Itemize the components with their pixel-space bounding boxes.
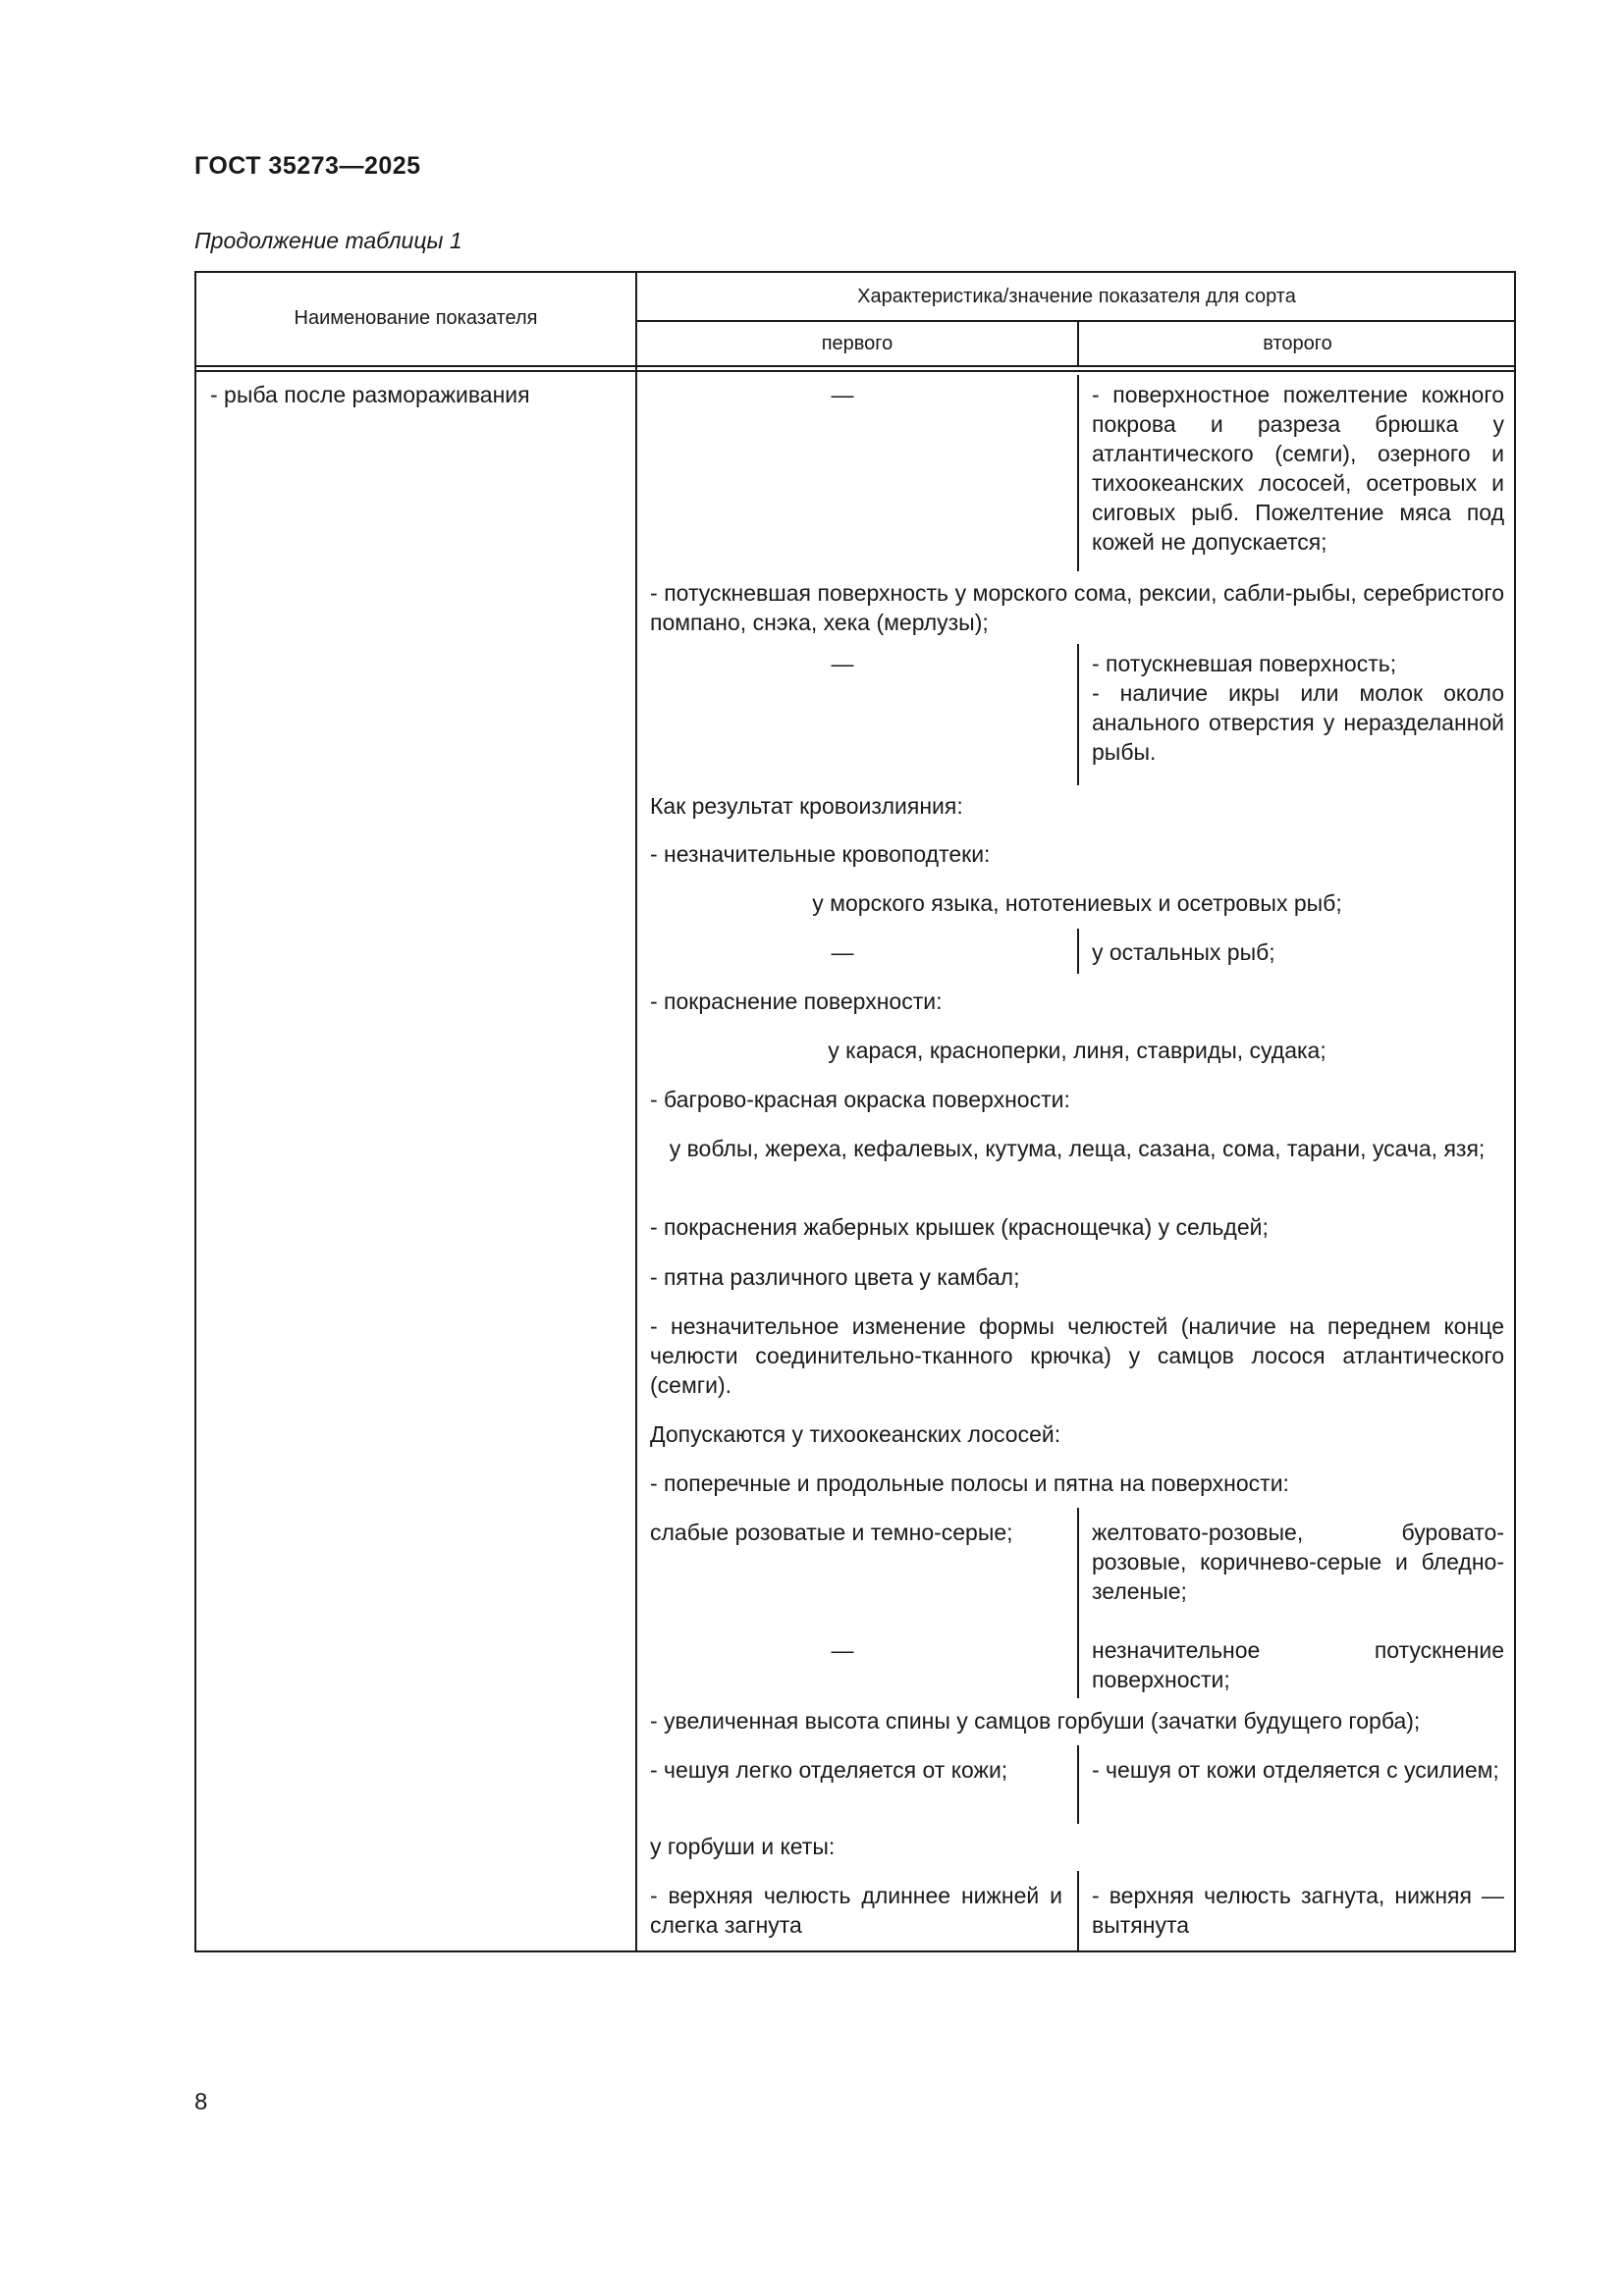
r7-second: у остальных рыб;	[1092, 939, 1275, 965]
header-bottom-line-2	[196, 370, 1516, 372]
r3-first: —	[831, 651, 854, 676]
header-indicator-name: Наименование показателя	[294, 307, 538, 329]
r2-full: - потускневшая поверхность у морского сома, рексии, сабли-рыбы, серебристого помпано, снэка, хека (мерлузы);	[650, 580, 1504, 635]
r13-full: - пятна различного цвета у камбал;	[650, 1264, 1020, 1290]
r20-second: - чешуя от кожи отделяется с усилием;	[1092, 1757, 1499, 1783]
r7-first: —	[831, 939, 854, 965]
r1-second: - поверхностное пожелтение кожного покрова и разреза брюшка у атлантического (семги), озерного и тихоокеанских лососей, осетровых и сиговых рыб. Пожелтение мяса под кожей не допускается;	[1092, 382, 1504, 555]
r3-second-1: - потускневшая поверхность;	[1092, 651, 1397, 676]
split-4	[1077, 1508, 1079, 1698]
header-grade-second: второго	[1263, 333, 1332, 354]
r17-second: желтовато-розовые, буровато-розовые, коричнево-серые и бледно-зеленые;	[1092, 1520, 1504, 1604]
header-grade-first: первого	[821, 333, 893, 354]
r18-first: —	[831, 1637, 854, 1663]
r6-full: у морского языка, нототениевых и осетровых рыб;	[812, 890, 1342, 916]
header-subrow-line	[635, 320, 1516, 322]
document-header: ГОСТ 35273—2025	[194, 152, 421, 180]
r5-full: - незначительные кровоподтеки:	[650, 841, 991, 867]
r9-full: у карася, красноперки, линя, ставриды, судака;	[828, 1038, 1326, 1063]
r19-full: - увеличенная высота спины у самцов горбуши (зачатки будущего горба);	[650, 1708, 1421, 1734]
r10-full: - багрово-красная окраска поверхности:	[650, 1087, 1070, 1112]
split-5	[1077, 1745, 1079, 1824]
r22-first: - верхняя челюсть длиннее нижней и слегка загнута	[650, 1883, 1062, 1938]
split-2	[1077, 644, 1079, 785]
split-3	[1077, 929, 1079, 974]
r20-first: - чешуя легко отделяется от кожи;	[650, 1757, 1008, 1783]
r16-full: - поперечные и продольные полосы и пятна на поверхности:	[650, 1470, 1289, 1496]
r22-second: - верхняя челюсть загнута, нижняя — вытянута	[1092, 1883, 1504, 1938]
table-continuation-caption: Продолжение таблицы 1	[194, 228, 462, 253]
r1-first: —	[831, 382, 854, 407]
col-divider-1	[635, 273, 637, 1952]
r15-full: Допускаются у тихоокеанских лососей:	[650, 1421, 1061, 1447]
page-number: 8	[194, 2089, 208, 2115]
r8-full: - покраснение поверхности:	[650, 988, 943, 1014]
r18-second: незначительное потускнение поверхности;	[1092, 1637, 1504, 1692]
row-label-thawed-fish: - рыба после размораживания	[210, 382, 530, 407]
split-6	[1077, 1871, 1079, 1951]
r14-full: - незначительное изменение формы челюстей (наличие на переднем конце челюсти соединительно-тканного крючка) у самцов лосося атлантического (семги).	[650, 1313, 1504, 1398]
r4-full: Как результат кровоизлияния:	[650, 793, 963, 819]
split-1	[1077, 375, 1079, 571]
r3-second-2: - наличие икры или молок около анального отверстия у неразделанной рыбы.	[1092, 680, 1504, 765]
r11-full: у воблы, жереха, кефалевых, кутума, леща, сазана, сома, тарани, усача, язя;	[669, 1136, 1486, 1161]
r17-first: слабые розоватые и темно-серые;	[650, 1520, 1013, 1545]
header-grade-characteristic: Характеристика/значение показателя для сорта	[857, 286, 1296, 307]
r21-full: у горбуши и кеты:	[650, 1834, 836, 1859]
r12-full: - покраснения жаберных крышек (краснощечка) у сельдей;	[650, 1214, 1269, 1240]
header-bottom-line-1	[196, 365, 1516, 367]
quality-table	[194, 271, 1516, 1952]
